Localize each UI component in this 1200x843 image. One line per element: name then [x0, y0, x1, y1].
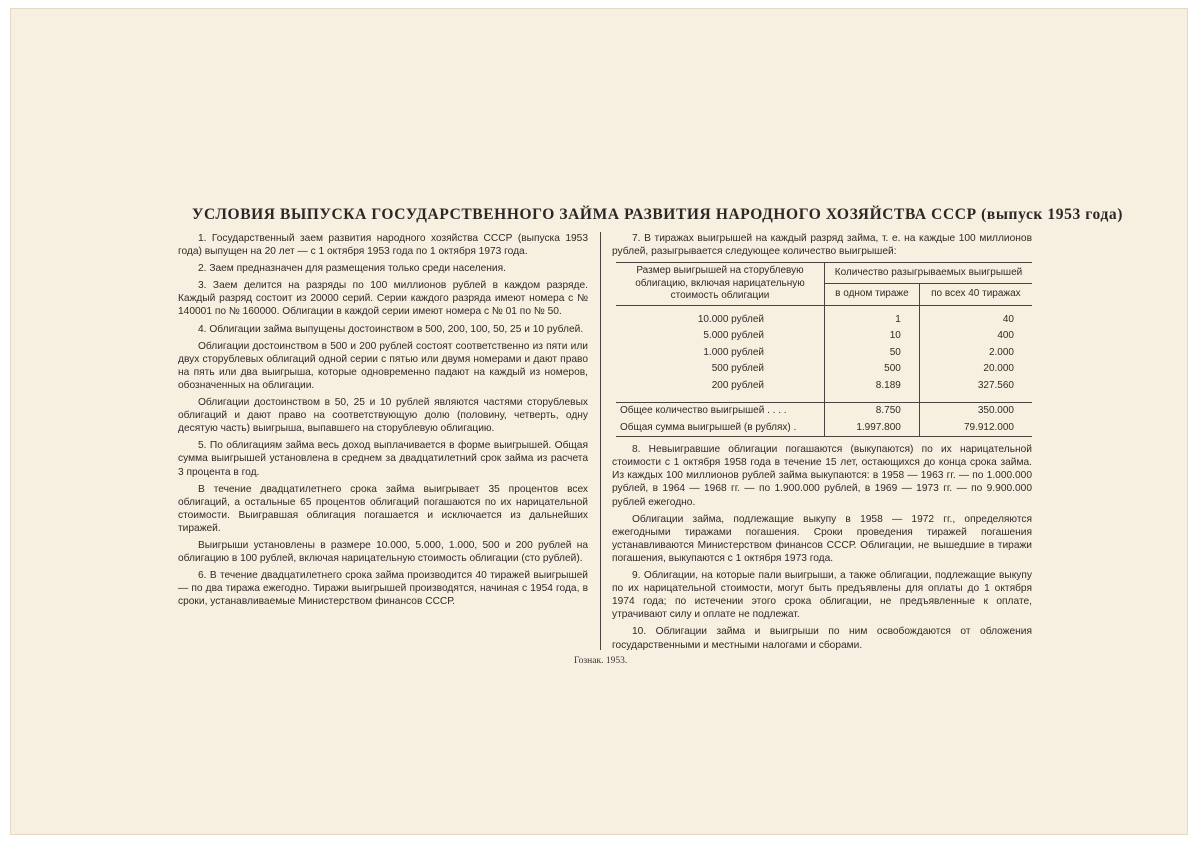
paragraph-6: 6. В течение двадцатилетнего срока займа производится 40 тиражей выигрышей — по два тиража ежегодно. Тиражи выигрышей производятся, начиная с 1954 года, в сроки, устанавливаемые Министерством финансов СССР. [178, 570, 588, 608]
paragraph-5: 5. По облигациям займа весь доход выплачивается в форме выигрышей. Общая сумма выигрышей установлена в среднем за двадцатилетний срок займа из расчета 3 процента в год. [178, 440, 588, 478]
paragraph-5a: В течение двадцатилетнего срока займа выигрывает 35 процентов всех облигаций, а остальные 65 процентов облигаций погашаются по их нарицательной стоимости. Выигравшая облигация погашается и исключается из дальнейших тиражей. [178, 483, 588, 534]
paragraph-10: 10. Облигации займа и выигрыши по ним освобождаются от обложения государственными и местными налогами и сборами. [612, 626, 1032, 651]
paragraph-2: 2. Заем предназначен для размещения только среди населения. [198, 263, 506, 275]
table-row: 500 рублей 500 20.000 [616, 361, 1032, 378]
paragraph-8a: Облигации займа, подлежащие выкупу в 1958 — 1972 гг., определяются ежегодными тиражами погашения. Сроки проведения тиражей погашения устанавливаются Министерством финансов СССР. Облигации, не вышедшие в тиражи погашения, выкупаются с 1 октября 1973 года. [612, 513, 1032, 564]
conditions-right-column [612, 232, 1032, 656]
table-row: 1.000 рублей 50 2.000 [616, 345, 1032, 362]
table-row: 200 рублей 8.189 327.560 [616, 378, 1032, 403]
table-header-one-draw: в одном тираже [825, 284, 920, 305]
paragraph-4a: Облигации достоинством в 500 и 200 рублей состоят соответственно из пяти или двух сторублевых облигаций одной серии с пятью или двумя номерами и дают право на пять или два выигрыша, которые одновременно падают на каждый из номеров, обозначенных на облигации. [178, 340, 588, 391]
paragraph-3: 3. Заем делится на разряды по 100 миллионов рублей в каждом разряде. Каждый разряд состоит из 20000 серий. Серии каждого разряда имеют номера с № 140001 по № 160000. Облигации в каждой серии имеют номера с № 01 по № 50. [178, 280, 588, 318]
table-row: 10.000 рублей 1 40 [616, 305, 1032, 328]
table-total-count-row: Общее количество выигрышей . . . . 8.750 350.000 [616, 403, 1032, 420]
printer-imprint: Гознак. 1953. [574, 656, 628, 666]
table-header-all-draws: по всех 40 тиражах [931, 288, 1021, 300]
table-header-size: Размер выигрышей на сторублевую облигацию, включая нарицательную стоимость облигации [616, 263, 825, 306]
column-divider [600, 232, 601, 650]
winnings-table [616, 262, 1032, 437]
paragraph-7: 7. В тиражах выигрышей на каждый разряд займа, т. е. на каждые 100 миллионов рублей, разыгрывается следующее количество выигрышей: [612, 233, 1032, 258]
table-row: 5.000 рублей 10 400 [616, 328, 1032, 345]
paragraph-1: 1. Государственный заем развития народного хозяйства СССР (выпуска 1953 года) выпущен на 20 лет — с 1 октября 1953 года по 1 октября 1973 года. [178, 233, 588, 258]
paragraph-8: 8. Невыигравшие облигации погашаются (выкупаются) по их нарицательной стоимости с 1 октября 1958 года в течение 15 лет, остающихся до конца срока займа. Из каждых 100 миллионов рублей займа выкупаются: в 1958 — 1963 гг. — по 1.000.000 рублей, в 1964 — 1968 гг. — по 1.900.000 рублей, в 1969 — 1973 гг. — по 9.900.000 рублей ежегодно. [612, 444, 1032, 508]
paragraph-4: 4. Облигации займа выпущены достоинством в 500, 200, 100, 50, 25 и 10 рублей. [198, 323, 584, 335]
table-total-sum-row: Общая сумма выигрышей (в рублях) . 1.997.800 79.912.000 [616, 420, 1032, 437]
table-header-group: Количество разыгрываемых выигрышей [825, 263, 1033, 284]
document-title: УСЛОВИЯ ВЫПУСКА ГОСУДАРСТВЕННОГО ЗАЙМА РАЗВИТИЯ НАРОДНОГО ХОЗЯЙСТВА СССР (выпуск 1953 года) [192, 206, 1124, 223]
paragraph-9: 9. Облигации, на которые пали выигрыши, а также облигации, подлежащие выкупу по их нарицательной стоимости, могут быть предъявлены для оплаты до 1 октября 1974 года; по истечении этого срока облигации, не предъявленные к оплате, утрачивают силу и оплате не подлежат. [612, 570, 1032, 621]
paragraph-5b: Выигрыши установлены в размере 10.000, 5.000, 1.000, 500 и 200 рублей на облигацию в 100 рублей, включая нарицательную стоимость облигации (сто рублей). [178, 539, 588, 565]
paragraph-4b: Облигации достоинством в 50, 25 и 10 рублей являются частями сторублевых облигаций и дают право на соответствующую долю (половину, четверть, одну десятую часть) выигрыша, выпавшего на сторублевую облигацию. [178, 397, 588, 435]
conditions-left-column [178, 232, 588, 612]
